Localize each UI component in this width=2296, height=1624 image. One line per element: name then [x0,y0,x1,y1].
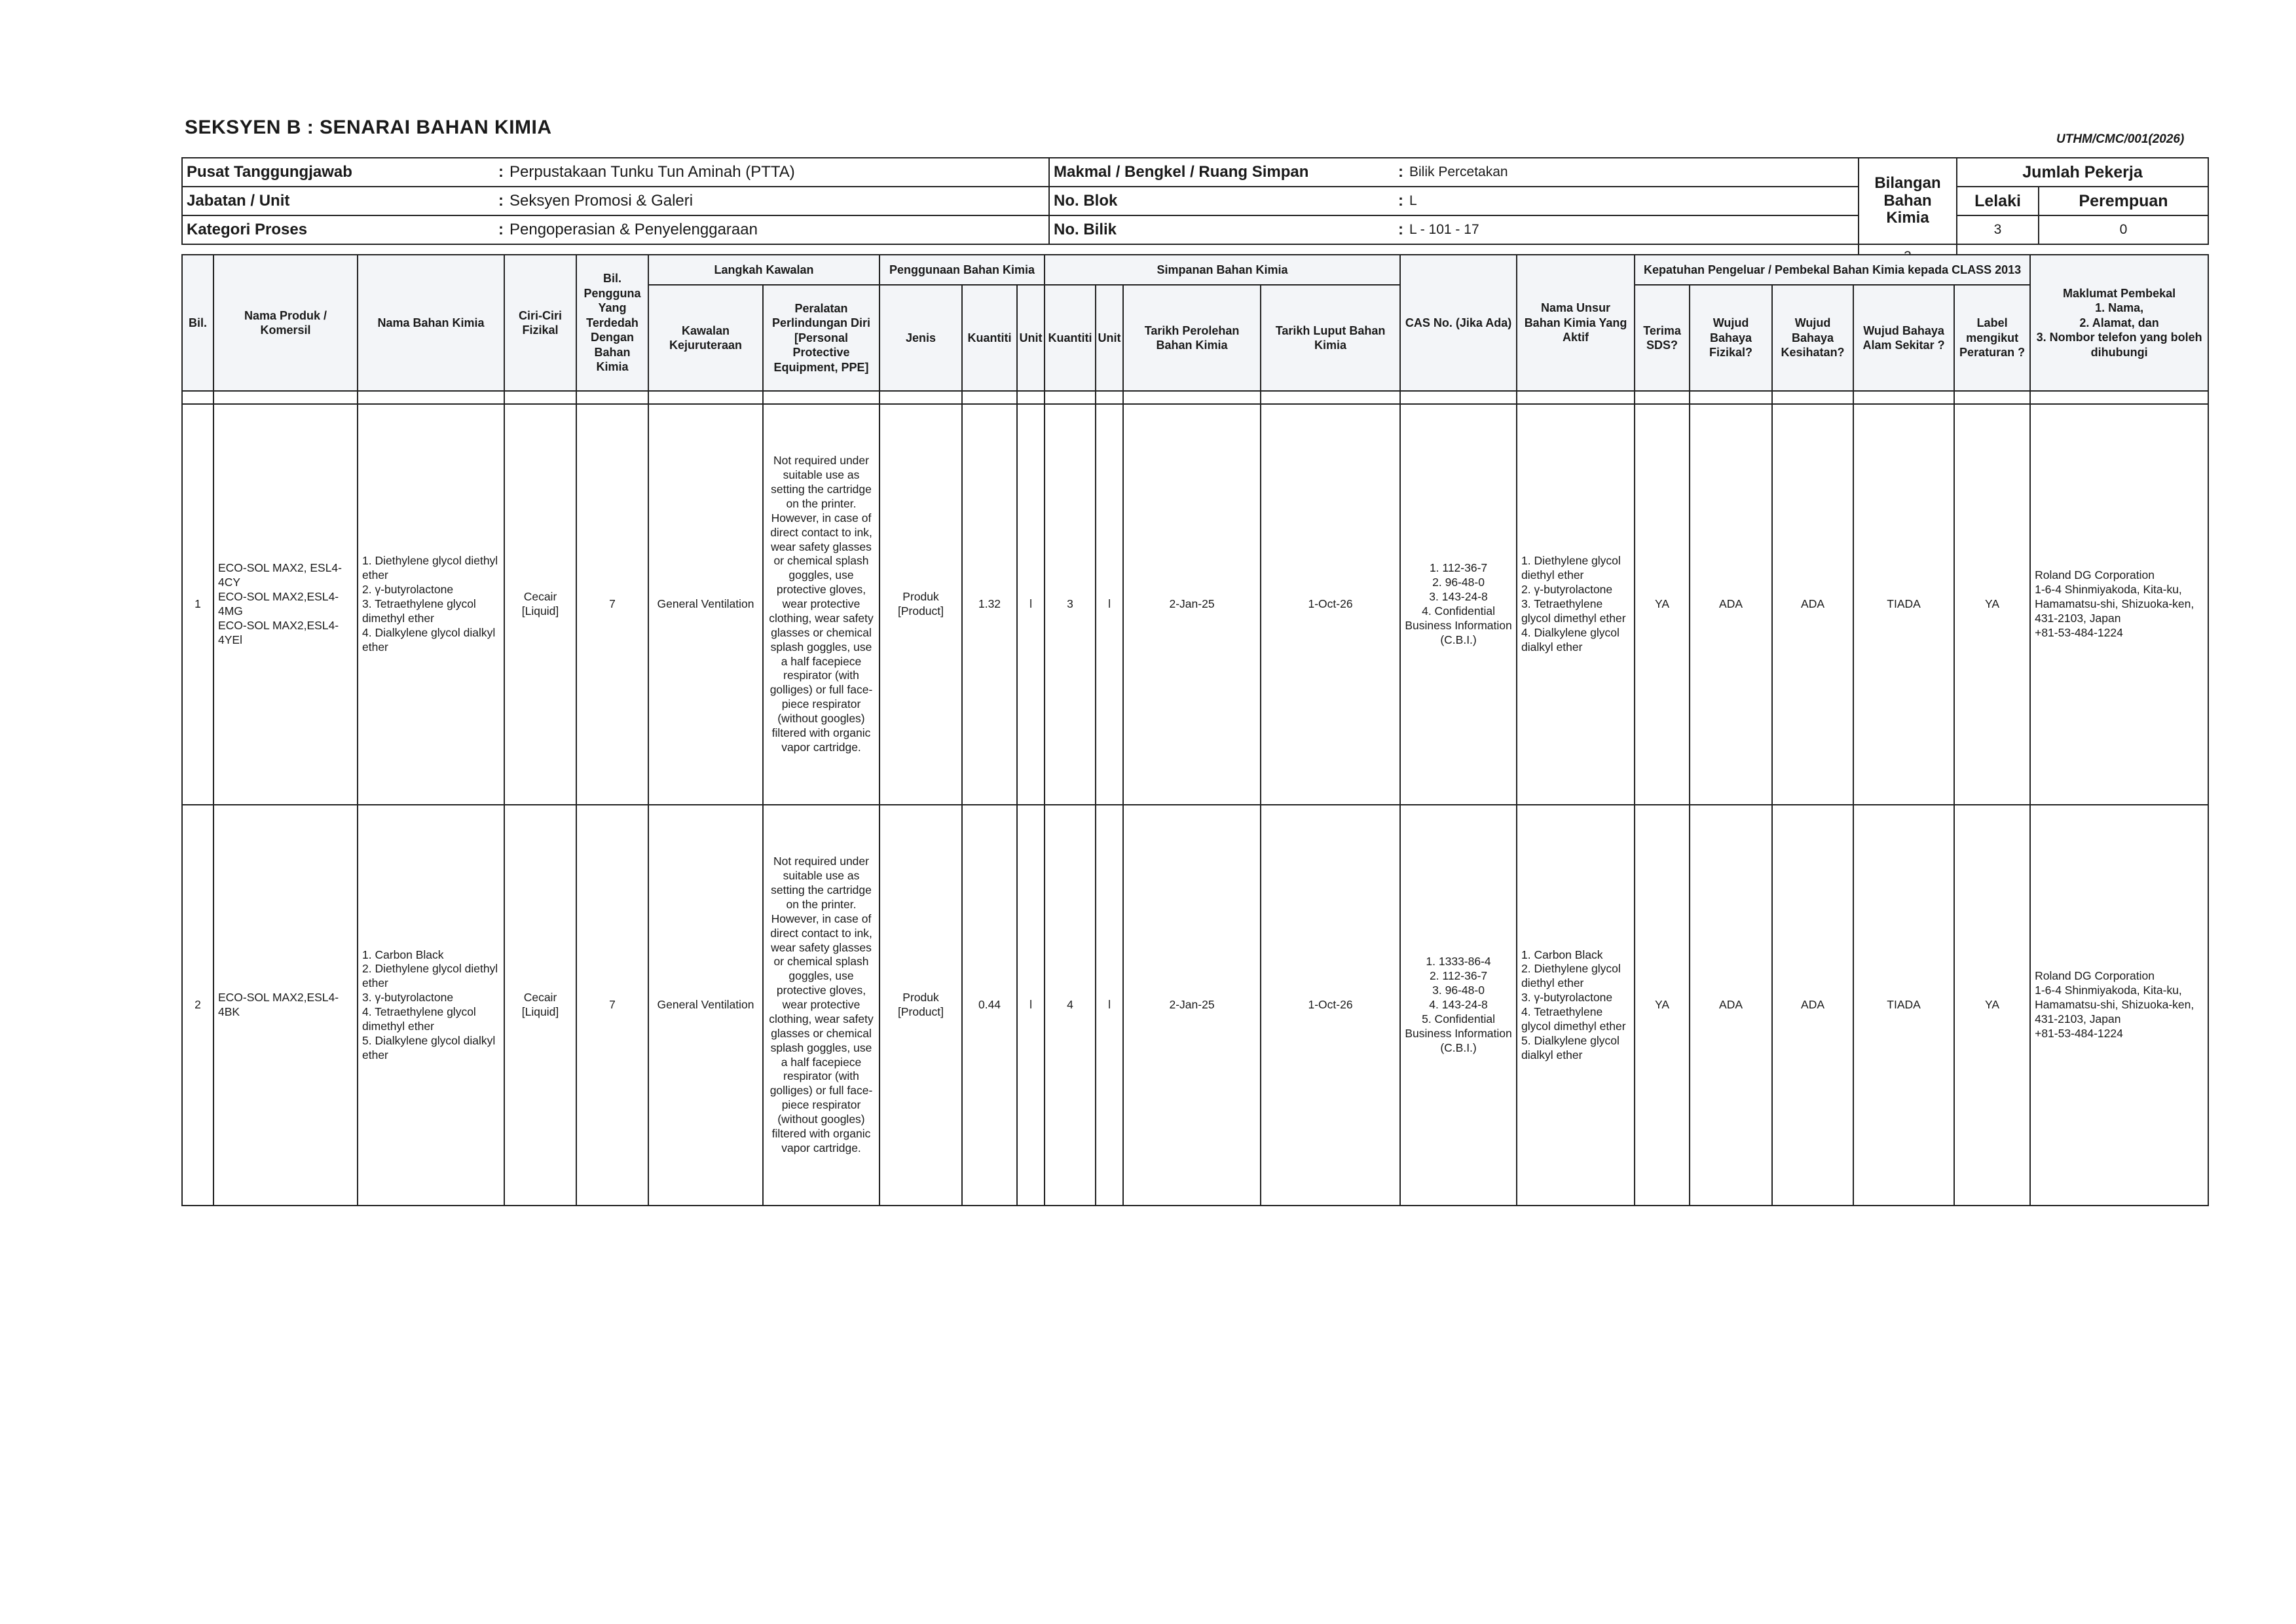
row-bahaya-fizikal: ADA [1690,805,1772,1206]
bilangan-label: Bilangan Bahan Kimia [1859,158,1957,244]
colon: : [1396,215,1405,244]
row-ciri-fizikal: Cecair [Liquid] [504,404,576,805]
row-maklumat-pembekal: Roland DG Corporation 1-6-4 Shinmiyakoda, Kita-ku, Hamamatsu-shi, Shizuoka-ken, 431-2103, Japan +81-53-484-1224 [2030,404,2208,805]
row-bahaya-fizikal: ADA [1690,404,1772,805]
pusat-value: Perpustakaan Tunku Tun Aminah (PTTA) [506,158,1049,187]
row-kuantiti-penggunaan: 0.44 [962,805,1017,1206]
header-bahaya-alam: Wujud Bahaya Alam Sekitar ? [1853,285,1954,391]
makmal-label: Makmal / Bengkel / Ruang Simpan [1049,158,1396,187]
row-unit-penggunaan: l [1017,404,1045,805]
header-bahaya-kesihatan: Wujud Bahaya Kesihatan? [1772,285,1853,391]
blok-label: No. Blok [1049,187,1396,215]
jabatan-value: Seksyen Promosi & Galeri [506,187,1049,215]
colon: : [1396,158,1405,187]
header-nama-unsur: Nama Unsur Bahan Kimia Yang Aktif [1517,255,1635,391]
row-nama-unsur: 1. Carbon Black 2. Diethylene glycol diethyl ether 3. γ-butyrolactone 4. Tetraethylene glycol dimethyl ether 5. Dialkylene glycol dialkyl ether [1517,805,1635,1206]
chemical-list-table [181,254,2209,1206]
row-bahaya-alam: TIADA [1853,805,1954,1206]
lelaki-label: Lelaki [1957,187,2039,215]
header-nama-produk: Nama Produk / Komersil [213,255,358,391]
row-bil-pengguna: 7 [576,805,648,1206]
row-unit-simpanan: l [1096,404,1123,805]
kategori-label: Kategori Proses [182,215,496,244]
row-bil: 1 [182,404,213,805]
header-tarikh-perolehan: Tarikh Perolehan Bahan Kimia [1123,285,1261,391]
header-jenis: Jenis [880,285,962,391]
row-jenis: Produk [Product] [880,404,962,805]
header-kuantiti-simpanan: Kuantiti [1045,285,1096,391]
header-kuantiti-penggunaan: Kuantiti [962,285,1017,391]
row-tarikh-luput: 1-Oct-26 [1261,404,1400,805]
makmal-value: Bilik Percetakan [1405,158,1859,187]
section-title: SEKSYEN B : SENARAI BAHAN KIMIA [185,117,552,138]
row-unit-penggunaan: l [1017,805,1045,1206]
blok-value: L [1405,187,1859,215]
row-bahaya-alam: TIADA [1853,404,1954,805]
row-bahaya-kesihatan: ADA [1772,805,1853,1206]
row-maklumat-pembekal: Roland DG Corporation 1-6-4 Shinmiyakoda, Kita-ku, Hamamatsu-shi, Shizuoka-ken, 431-2103, Japan +81-53-484-1224 [2030,805,2208,1206]
header-terima-sds: Terima SDS? [1635,285,1690,391]
row-bahaya-kesihatan: ADA [1772,404,1853,805]
header-tarikh-luput: Tarikh Luput Bahan Kimia [1261,285,1400,391]
header-ppe: Peralatan Perlindungan Diri [Personal Protective Equipment, PPE] [763,285,880,391]
row-kawalan-kejuruteraan: General Ventilation [648,404,763,805]
table-row [182,404,2208,805]
row-jenis: Produk [Product] [880,805,962,1206]
header-penggunaan: Penggunaan Bahan Kimia [880,255,1045,285]
header-bahaya-fizikal: Wujud Bahaya Fizikal? [1690,285,1772,391]
row-cas-no: 1. 1333-86-4 2. 112-36-7 3. 96-48-0 4. 143-24-8 5. Confidential Business Information (C.B.I.) [1400,805,1517,1206]
row-label-peraturan: YA [1954,805,2030,1206]
header-kawalan-kejuruteraan: Kawalan Kejuruteraan [648,285,763,391]
row-nama-produk: ECO-SOL MAX2, ESL4-4CY ECO-SOL MAX2,ESL4-4MG ECO-SOL MAX2,ESL4-4YEl [213,404,358,805]
colon: : [1396,187,1405,215]
row-terima-sds: YA [1635,404,1690,805]
row-nama-bahan: 1. Diethylene glycol diethyl ether 2. γ-butyrolactone 3. Tetraethylene glycol dimethyl ether 4. Dialkylene glycol dialkyl ether [358,404,504,805]
colon: : [496,215,506,244]
bilik-label: No. Bilik [1049,215,1396,244]
header-maklumat-pembekal: Maklumat Pembekal 1. Nama, 2. Alamat, dan 3. Nombor telefon yang boleh dihubungi [2030,255,2208,391]
row-bil-pengguna: 7 [576,404,648,805]
row-tarikh-perolehan: 2-Jan-25 [1123,404,1261,805]
jumlah-pekerja-label: Jumlah Pekerja [1957,158,2208,187]
header-langkah-kawalan: Langkah Kawalan [648,255,880,285]
row-bil: 2 [182,805,213,1206]
row-kuantiti-simpanan: 4 [1045,805,1096,1206]
perempuan-value: 0 [2039,215,2208,244]
lelaki-value: 3 [1957,215,2039,244]
header-label-peraturan: Label mengikut Peraturan ? [1954,285,2030,391]
header-nama-bahan: Nama Bahan Kimia [358,255,504,391]
row-tarikh-luput: 1-Oct-26 [1261,805,1400,1206]
kategori-value: Pengoperasian & Penyelenggaraan [506,215,1049,244]
header-unit-simpanan: Unit [1096,285,1123,391]
header-kepatuhan: Kepatuhan Pengeluar / Pembekal Bahan Kimia kepada CLASS 2013 [1635,255,2030,285]
row-ppe: Not required under suitable use as setting the cartridge on the printer. However, in case of direct contact to ink, wear safety glasses or chemical splash goggles, use protective gloves, wear protective clothing, wear safety glasses or chemical splash goggles, use a half facepiece respirator (with golliges) or full face-piece respirator (without googles) filtered with organic vapor cartridge. [763,805,880,1206]
row-ciri-fizikal: Cecair [Liquid] [504,805,576,1206]
row-nama-unsur: 1. Diethylene glycol diethyl ether 2. γ-butyrolactone 3. Tetraethylene glycol dimethyl ether 4. Dialkylene glycol dialkyl ether [1517,404,1635,805]
row-nama-bahan: 1. Carbon Black 2. Diethylene glycol diethyl ether 3. γ-butyrolactone 4. Tetraethylene glycol dimethyl ether 5. Dialkylene glycol dialkyl ether [358,805,504,1206]
bilik-value: L - 101 - 17 [1405,215,1859,244]
jabatan-label: Jabatan / Unit [182,187,496,215]
row-ppe: Not required under suitable use as setting the cartridge on the printer. However, in case of direct contact to ink, wear safety glasses or chemical splash goggles, use protective gloves, wear protective clothing, wear safety glasses or chemical splash goggles, use a half facepiece respirator (with golliges) or full face-piece respirator (without googles) filtered with organic vapor cartridge. [763,404,880,805]
table-row [182,805,2208,1206]
header-simpanan: Simpanan Bahan Kimia [1045,255,1400,285]
row-terima-sds: YA [1635,805,1690,1206]
header-bil: Bil. [182,255,213,391]
row-tarikh-perolehan: 2-Jan-25 [1123,805,1261,1206]
header-unit-penggunaan: Unit [1017,285,1045,391]
perempuan-label: Perempuan [2039,187,2208,215]
header-bil-pengguna: Bil. Pengguna Yang Terdedah Dengan Bahan Kimia [576,255,648,391]
row-label-peraturan: YA [1954,404,2030,805]
colon: : [496,158,506,187]
document-code: UTHM/CMC/001(2026) [2056,132,2185,146]
row-unit-simpanan: l [1096,805,1123,1206]
pusat-label: Pusat Tanggungjawab [182,158,496,187]
header-cas-no: CAS No. (Jika Ada) [1400,255,1517,391]
header-ciri-fizikal: Ciri-Ciri Fizikal [504,255,576,391]
row-nama-produk: ECO-SOL MAX2,ESL4-4BK [213,805,358,1206]
row-cas-no: 1. 112-36-7 2. 96-48-0 3. 143-24-8 4. Confidential Business Information (C.B.I.) [1400,404,1517,805]
row-kuantiti-simpanan: 3 [1045,404,1096,805]
row-kuantiti-penggunaan: 1.32 [962,404,1017,805]
row-kawalan-kejuruteraan: General Ventilation [648,805,763,1206]
info-table [181,157,2209,270]
colon: : [496,187,506,215]
